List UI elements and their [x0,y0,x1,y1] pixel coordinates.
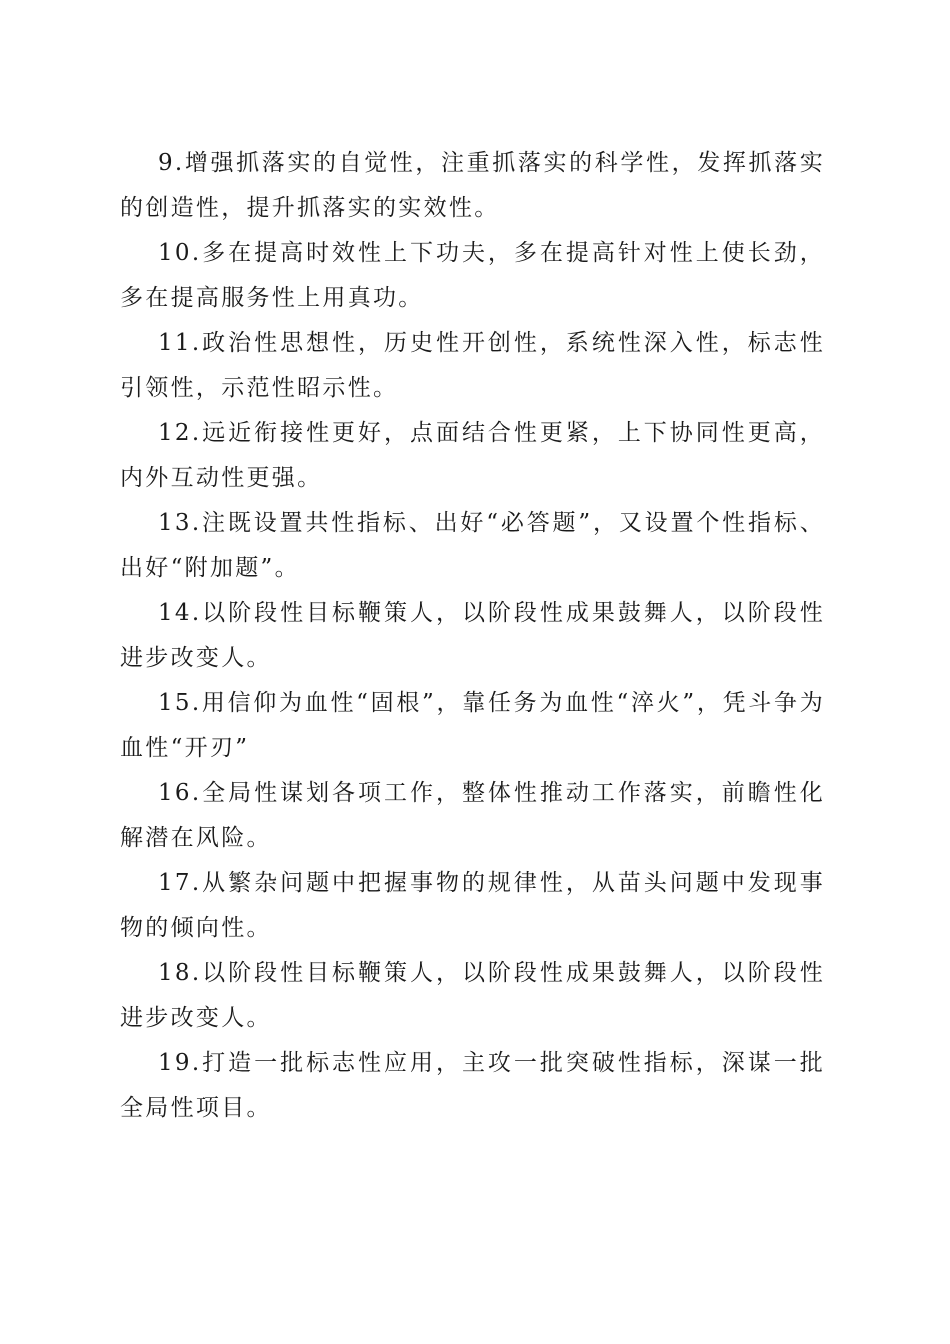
document-body [120,141,825,1131]
paragraph-10: 10.多在提高时效性上下功夫，多在提高针对性上使长劲，多在提高服务性上用真功。 [120,240,825,311]
paragraph-14: 14.以阶段性目标鞭策人，以阶段性成果鼓舞人，以阶段性进步改变人。 [120,600,825,671]
paragraph-17: 17.从繁杂问题中把握事物的规律性，从苗头问题中发现事物的倾向性。 [120,870,825,941]
paragraph-15: 15.用信仰为血性“固根”，靠任务为血性“淬火”，凭斗争为血性“开刃” [120,690,825,761]
paragraph-13: 13.注既设置共性指标、出好“必答题”，又设置个性指标、出好“附加题”。 [120,510,825,581]
paragraph-9: 9.增强抓落实的自觉性，注重抓落实的科学性，发挥抓落实的创造性，提升抓落实的实效性。 [120,150,825,221]
paragraph-12: 12.远近衔接性更好，点面结合性更紧，上下协同性更高，内外互动性更强。 [120,420,825,491]
paragraph-18: 18.以阶段性目标鞭策人，以阶段性成果鼓舞人，以阶段性进步改变人。 [120,960,825,1031]
paragraph-16: 16.全局性谋划各项工作，整体性推动工作落实，前瞻性化解潜在风险。 [120,780,825,851]
paragraph-19: 19.打造一批标志性应用，主攻一批突破性指标，深谋一批全局性项目。 [120,1050,825,1121]
paragraph-11: 11.政治性思想性，历史性开创性，系统性深入性，标志性引领性，示范性昭示性。 [120,330,825,401]
